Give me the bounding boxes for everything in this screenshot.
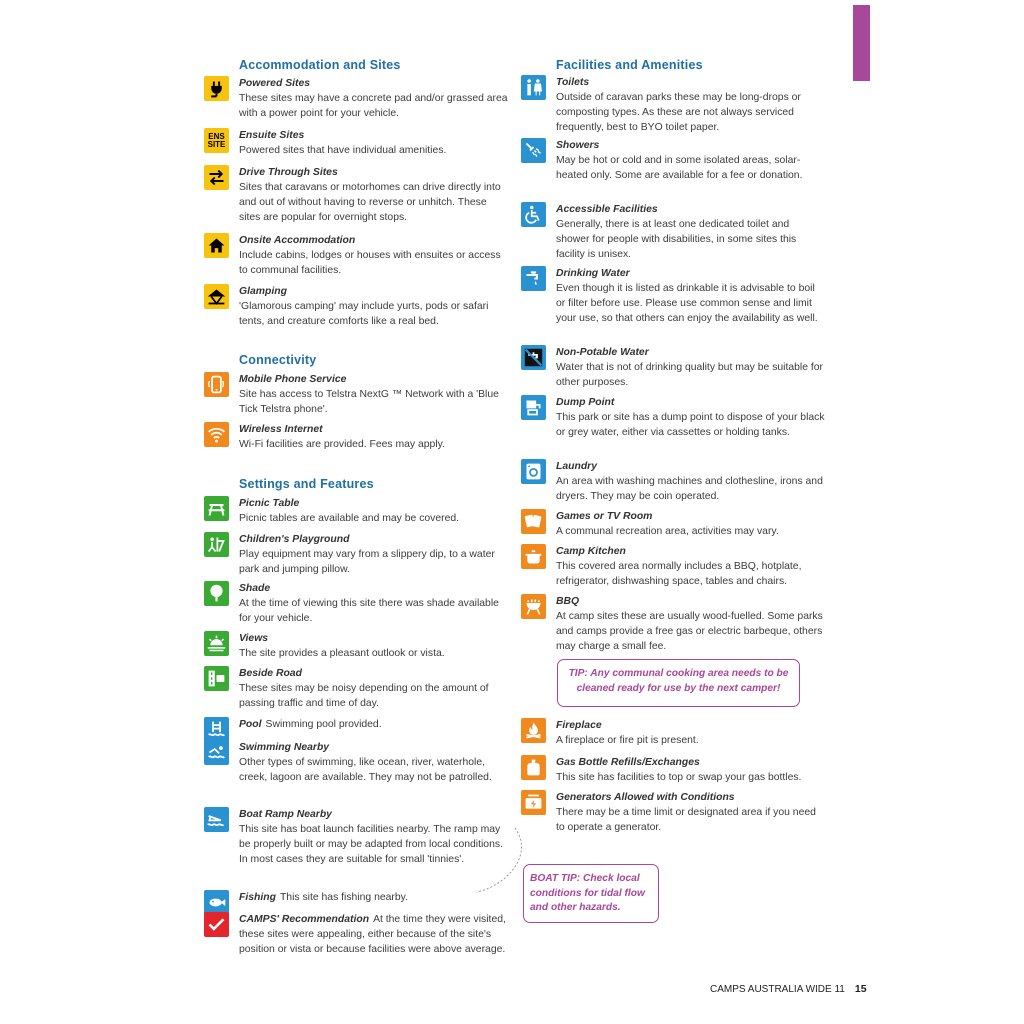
boat-tip-text: Check local conditions for tidal flow and other hazards. [530, 873, 645, 913]
item-title: Mobile Phone Service [239, 374, 347, 385]
item-desc: An area with washing machines and clothesline, irons and dryers. They may be coin operated. [556, 476, 823, 502]
item-title: Fishing [239, 892, 276, 903]
swimmer-icon [204, 740, 229, 765]
tree-shade-icon [204, 581, 229, 606]
item-title: Children's Playground [239, 534, 350, 545]
gas-bottle-icon [521, 755, 546, 780]
views-sunrise-icon [204, 631, 229, 656]
item-title: Showers [556, 140, 600, 151]
page-footer [710, 983, 867, 995]
item-title: BBQ [556, 596, 580, 607]
item-desc: A fireplace or fire pit is present. [556, 735, 699, 746]
item-title: Wireless Internet [239, 424, 323, 435]
item-title: Ensuite Sites [239, 130, 305, 141]
item-title: Onsite Accommodation [239, 235, 356, 246]
checkmark-icon [204, 912, 229, 937]
tip-text: Any communal cooking area needs to be cleaned ready for use by the next camper! [576, 668, 789, 694]
item-desc: This site has facilities to top or swap your gas bottles. [556, 772, 802, 783]
item-desc: This site has boat launch facilities nearby. The ramp may be properly built or may be adapted from local conditions. In most cases they are suitable for small 'tinnies'. [239, 824, 503, 865]
item-desc: Even though it is listed as drinkable it is advisable to boil or filter before use. Please use common sense and limit your use, so that others can enjoy the availability as well. [556, 283, 818, 324]
item-title: CAMPS' Recommendation [239, 914, 370, 925]
connectivity-heading: Connectivity [239, 353, 317, 367]
item-desc: Include cabins, lodges or houses with ensuites or access to communal facilities. [239, 250, 501, 276]
item-desc: This park or site has a dump point to dispose of your black or grey water, either via cassettes or holding tanks. [556, 412, 825, 438]
item-title: Picnic Table [239, 498, 300, 509]
item-desc: These sites may have a concrete pad and/or grassed area with a power point for your vehicle. [239, 93, 508, 119]
boat-tip-box [523, 864, 659, 923]
glamping-tent-icon [204, 284, 229, 309]
pool-icon [204, 717, 229, 742]
mobile-phone-icon [204, 372, 229, 397]
item-desc: Wi-Fi facilities are provided. Fees may apply. [239, 439, 445, 450]
item-title: Views [239, 633, 269, 644]
power-plug-icon [204, 76, 229, 101]
page-number: 15 [854, 983, 867, 995]
boat-ramp-icon [204, 807, 229, 832]
item-desc: This covered area normally includes a BBQ, hotplate, refrigerator, dishwashing space, tables and chairs. [556, 561, 802, 587]
facilities-heading: Facilities and Amenities [556, 58, 703, 72]
wifi-icon [204, 422, 229, 447]
item-title: Pool [239, 719, 262, 730]
item-desc: These sites may be noisy depending on the amount of passing traffic and time of day. [239, 683, 489, 709]
item-desc: At the time they were visited, these sites were appealing, either because of the site's position or vista or because facilities were above average. [239, 914, 506, 955]
water-tap-icon [521, 266, 546, 291]
drive-through-arrows-icon [204, 165, 229, 190]
item-desc: At camp sites these are usually wood-fuelled. Some parks and camps provide a free gas or electric barbeque, others may charge a small fee. [556, 611, 823, 652]
shower-icon [521, 138, 546, 163]
item-title: Games or TV Room [556, 511, 653, 522]
item-desc: Swimming pool provided. [265, 719, 382, 730]
item-title: Generators Allowed with Conditions [556, 792, 735, 803]
item-title: Glamping [239, 286, 287, 297]
item-title: Camp Kitchen [556, 546, 626, 557]
item-desc: The site provides a pleasant outlook or vista. [239, 648, 445, 659]
item-desc: May be hot or cold and in some isolated areas, solar-heated only. Some are available for a fee or donation. [556, 155, 803, 181]
item-desc: Picnic tables are available and may be covered. [239, 513, 460, 524]
campfire-icon [521, 718, 546, 743]
accommodation-heading: Accommodation and Sites [239, 58, 401, 72]
settings-heading: Settings and Features [239, 477, 374, 491]
item-desc: This site has fishing nearby. [279, 892, 408, 903]
playground-icon [204, 532, 229, 557]
item-desc: Water that is not of drinking quality but may be suitable for other purposes. [556, 362, 824, 388]
wheelchair-icon [521, 202, 546, 227]
item-desc: Sites that caravans or motorhomes can drive directly into and out of without having to reverse or unhitch. These sites are popular for overnight stops. [239, 182, 501, 223]
item-title: Beside Road [239, 668, 302, 679]
item-title: Dump Point [556, 397, 615, 408]
item-desc: Play equipment may vary from a slippery dip, to a water park and jumping pillow. [239, 549, 495, 575]
item-desc: Outside of caravan parks these may be long-drops or composting types. As these are not always serviced frequently, best to BYO toilet paper. [556, 92, 801, 133]
item-title: Swimming Nearby [239, 742, 330, 753]
ensuite-icon [204, 128, 229, 153]
publication-title: CAMPS AUSTRALIA WIDE 11 [710, 984, 845, 995]
washing-machine-icon [521, 459, 546, 484]
dump-point-icon [521, 395, 546, 420]
item-title: Drive Through Sites [239, 167, 338, 178]
item-title: Non-Potable Water [556, 347, 649, 358]
item-desc: A communal recreation area, activities may vary. [556, 526, 779, 537]
item-desc: Site has access to Telstra NextG ™ Network with a 'Blue Tick Telstra phone'. [239, 389, 499, 415]
item-desc: Other types of swimming, like ocean, river, waterhole, creek, lagoon are available. They may not be patrolled. [239, 757, 492, 783]
tip-label: TIP: [568, 668, 588, 679]
toilets-icon [521, 75, 546, 100]
item-desc: Generally, there is at least one dedicated toilet and shower for people with disabilities, in some sites this facility is unisex. [556, 219, 797, 260]
picnic-table-icon [204, 496, 229, 521]
cooking-tip-box [557, 659, 800, 707]
item-title: Toilets [556, 77, 590, 88]
item-desc: At the time of viewing this site there was shade available for your vehicle. [239, 598, 499, 624]
item-desc: Powered sites that have individual amenities. [239, 145, 447, 156]
item-title: Powered Sites [239, 78, 311, 89]
item-title: Laundry [556, 461, 597, 472]
playing-cards-icon [521, 509, 546, 534]
generator-icon [521, 790, 546, 815]
boat-tip-connector [475, 826, 525, 896]
item-title: Drinking Water [556, 268, 630, 279]
boat-tip-label: BOAT TIP: [530, 873, 581, 884]
section-tab-marker [853, 5, 870, 81]
item-title: Fireplace [556, 720, 602, 731]
item-title: Gas Bottle Refills/Exchanges [556, 757, 700, 768]
item-desc: There may be a time limit or designated area if you need to operate a generator. [556, 807, 816, 833]
house-icon [204, 233, 229, 258]
item-title: Boat Ramp Nearby [239, 809, 332, 820]
ensuite-icon-text: ENS SITE [207, 131, 226, 149]
item-desc: 'Glamorous camping' may include yurts, pods or safari tents, and creature comforts like a real bed. [239, 301, 489, 327]
item-title: Accessible Facilities [556, 204, 658, 215]
beside-road-icon [204, 666, 229, 691]
cooking-pot-icon [521, 544, 546, 569]
bbq-grill-icon [521, 594, 546, 619]
item-title: Shade [239, 583, 271, 594]
non-potable-tap-icon [521, 345, 546, 370]
